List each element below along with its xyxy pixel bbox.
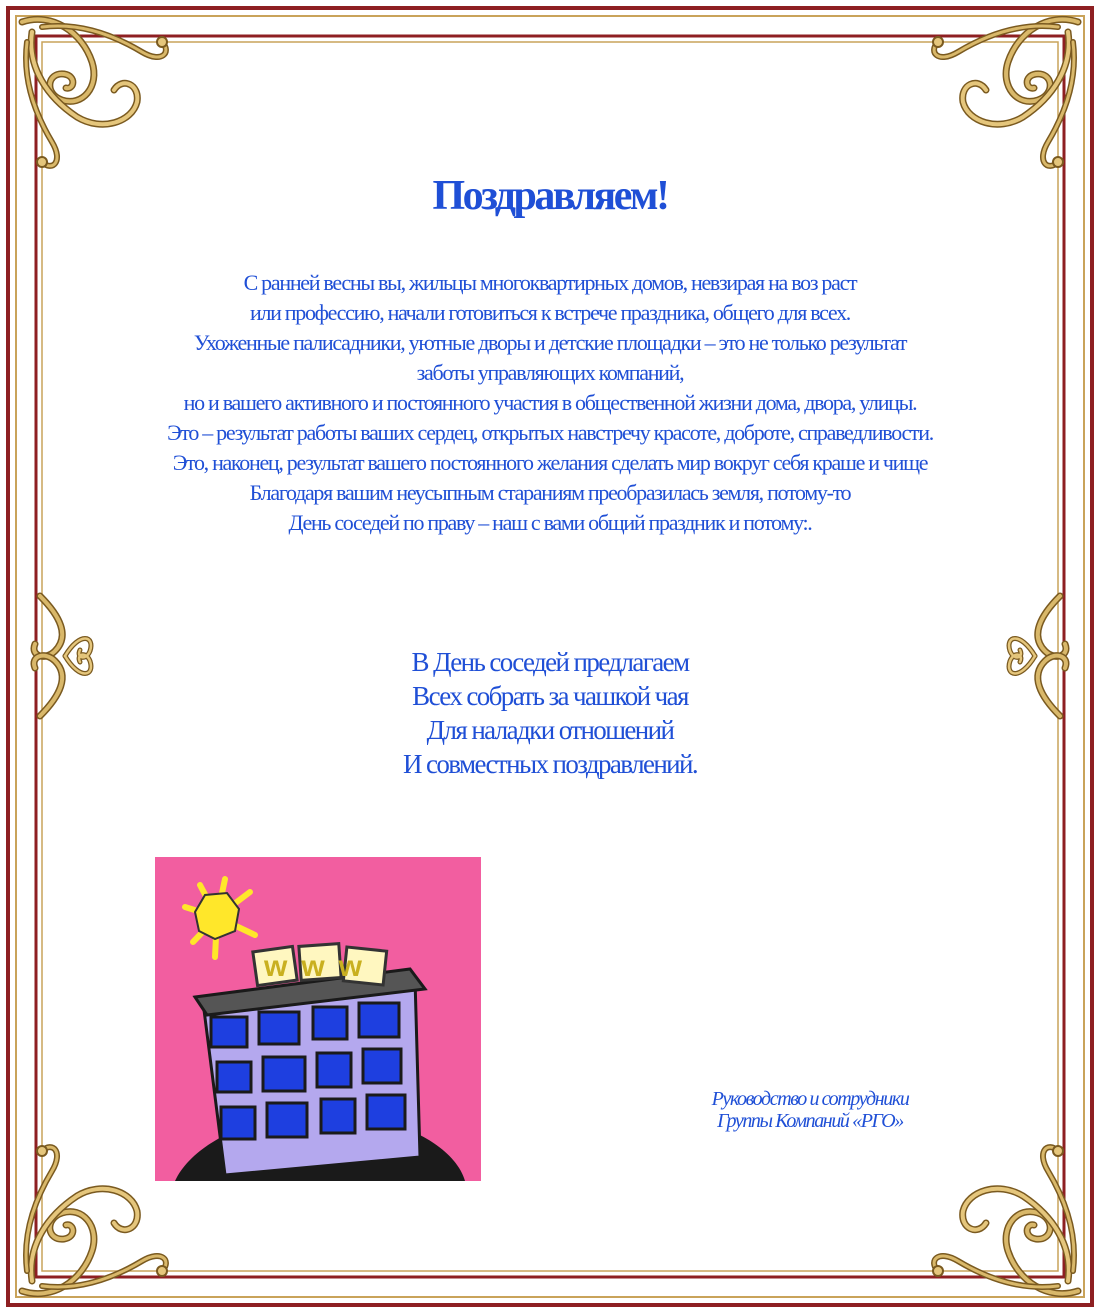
paragraph-line: День соседей по праву – наш с вами общий праздник и потому:. [288, 510, 812, 535]
signature-line: Группы Компаний «РГО» [717, 1110, 903, 1132]
paragraph-line: Ухоженные палисадники, уютные дворы и детские площадки – это не только результат [193, 330, 907, 355]
www-sign: www [263, 950, 377, 983]
paragraph-line: Это, наконец, результат вашего постоянного желания сделать мир вокруг себя краше и чище [172, 450, 928, 475]
page-title: Поздравляем! [432, 173, 668, 219]
signature-line: Руководство и сотрудники [711, 1088, 909, 1110]
poem-line: Всех собрать за чашкой чая [412, 681, 688, 711]
house-with-sun-icon [155, 857, 481, 1181]
paragraph-line: или профессию, начали готовиться к встрече праздника, общего для всех. [249, 300, 850, 325]
paragraph-line: Благодаря вашим неусыпным стараниям преобразилась земля, потому-то [249, 480, 851, 505]
signature [640, 1088, 980, 1132]
paragraph-line: но и вашего активного и постоянного участия в общественной жизни дома, двора, улицы. [183, 390, 917, 415]
congratulation-paragraph [30, 268, 1070, 538]
poem-line: Для наладки отношений [426, 715, 674, 745]
paragraph-line: заботы управляющих компаний, [416, 360, 684, 385]
paragraph-line: Это – результат работы ваших сердец, открытых навстречу красоте, доброте, справедливости. [167, 420, 933, 445]
poem-line: В День соседей предлагаем [411, 647, 689, 677]
poem-line: И совместных поздравлений. [402, 749, 698, 779]
poem [0, 645, 1100, 781]
paragraph-line: С ранней весны вы, жильцы многоквартирных домов, невзирая на воз раст [243, 270, 857, 295]
